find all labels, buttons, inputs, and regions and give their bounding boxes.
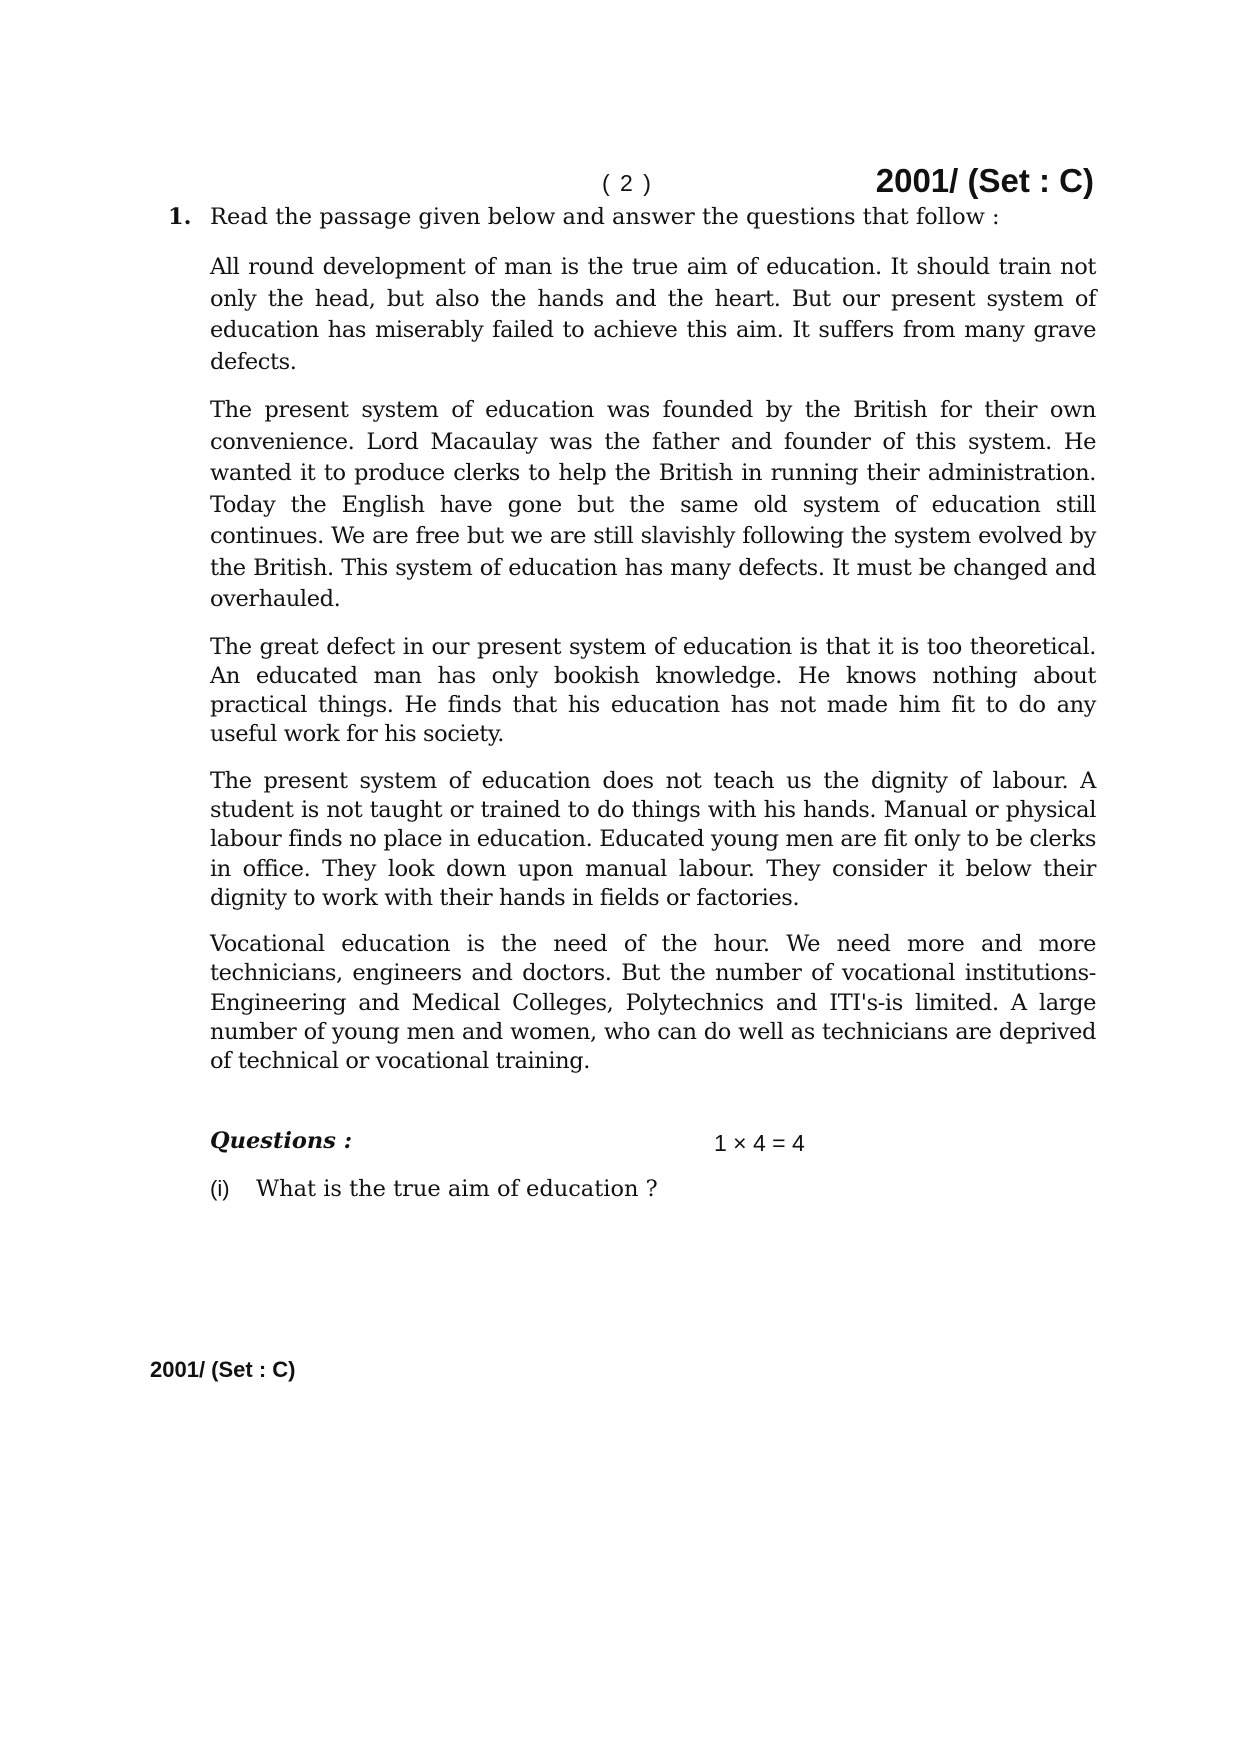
marks-allocation: 1 × 4 = 4 (714, 1130, 805, 1156)
sub-question-text: What is the true aim of education ? (256, 1176, 658, 1202)
passage-paragraph: The present system of education was founded by the British for their own convenience. Lord Macaulay was the father and founder of this system. He wanted it to produce clerks to help the British in running their administration. Today the English have gone but the same old system of education still continues. We are free but we are still slavishly following the system evolved by the British. This system of education has many defects. It must be changed and overhauled. (210, 397, 1096, 612)
set-code-footer: 2001/ (Set : C) (150, 1357, 296, 1382)
page-number: ( 2 ) (602, 170, 653, 196)
question-instruction: Read the passage given below and answer the questions that follow : (210, 204, 1000, 230)
sub-question (210, 1176, 658, 1202)
passage-paragraph: Vocational education is the need of the hour. We need more and more technicians, engineers and doctors. But the number of vocational institutions-Engineering and Medical Colleges, Polytechnics and ITI's-is limited. A large number of young men and women, who can do well as technicians are deprived of technical or vocational training. (210, 931, 1096, 1075)
passage (210, 252, 1096, 1094)
questions-header-row (210, 1128, 1096, 1162)
sub-question-label: (i) (210, 1176, 230, 1201)
passage-paragraph: The great defect in our present system of education is that it is too theoretical. An educated man has only bookish knowledge. He knows nothing about practical things. He finds that his education has not made him fit to do any useful work for his society. (210, 633, 1096, 748)
passage-paragraph: All round development of man is the true aim of education. It should train not only the head, but also the hands and the heart. But our present system of education has miserably failed to achieve this aim. It suffers from many grave defects. (210, 254, 1096, 375)
questions-heading: Questions : (210, 1128, 353, 1154)
passage-paragraph: The present system of education does not teach us the dignity of labour. A student is not taught or trained to do things with his hands. Manual or physical labour finds no place in education. Educated young men are fit only to be clerks in office. They look down upon manual labour. They consider it below their dignity to work with their hands in fields or factories. (210, 767, 1096, 911)
set-code-header: 2001/ (Set : C) (875, 162, 1094, 199)
question-number: 1. (168, 204, 192, 230)
